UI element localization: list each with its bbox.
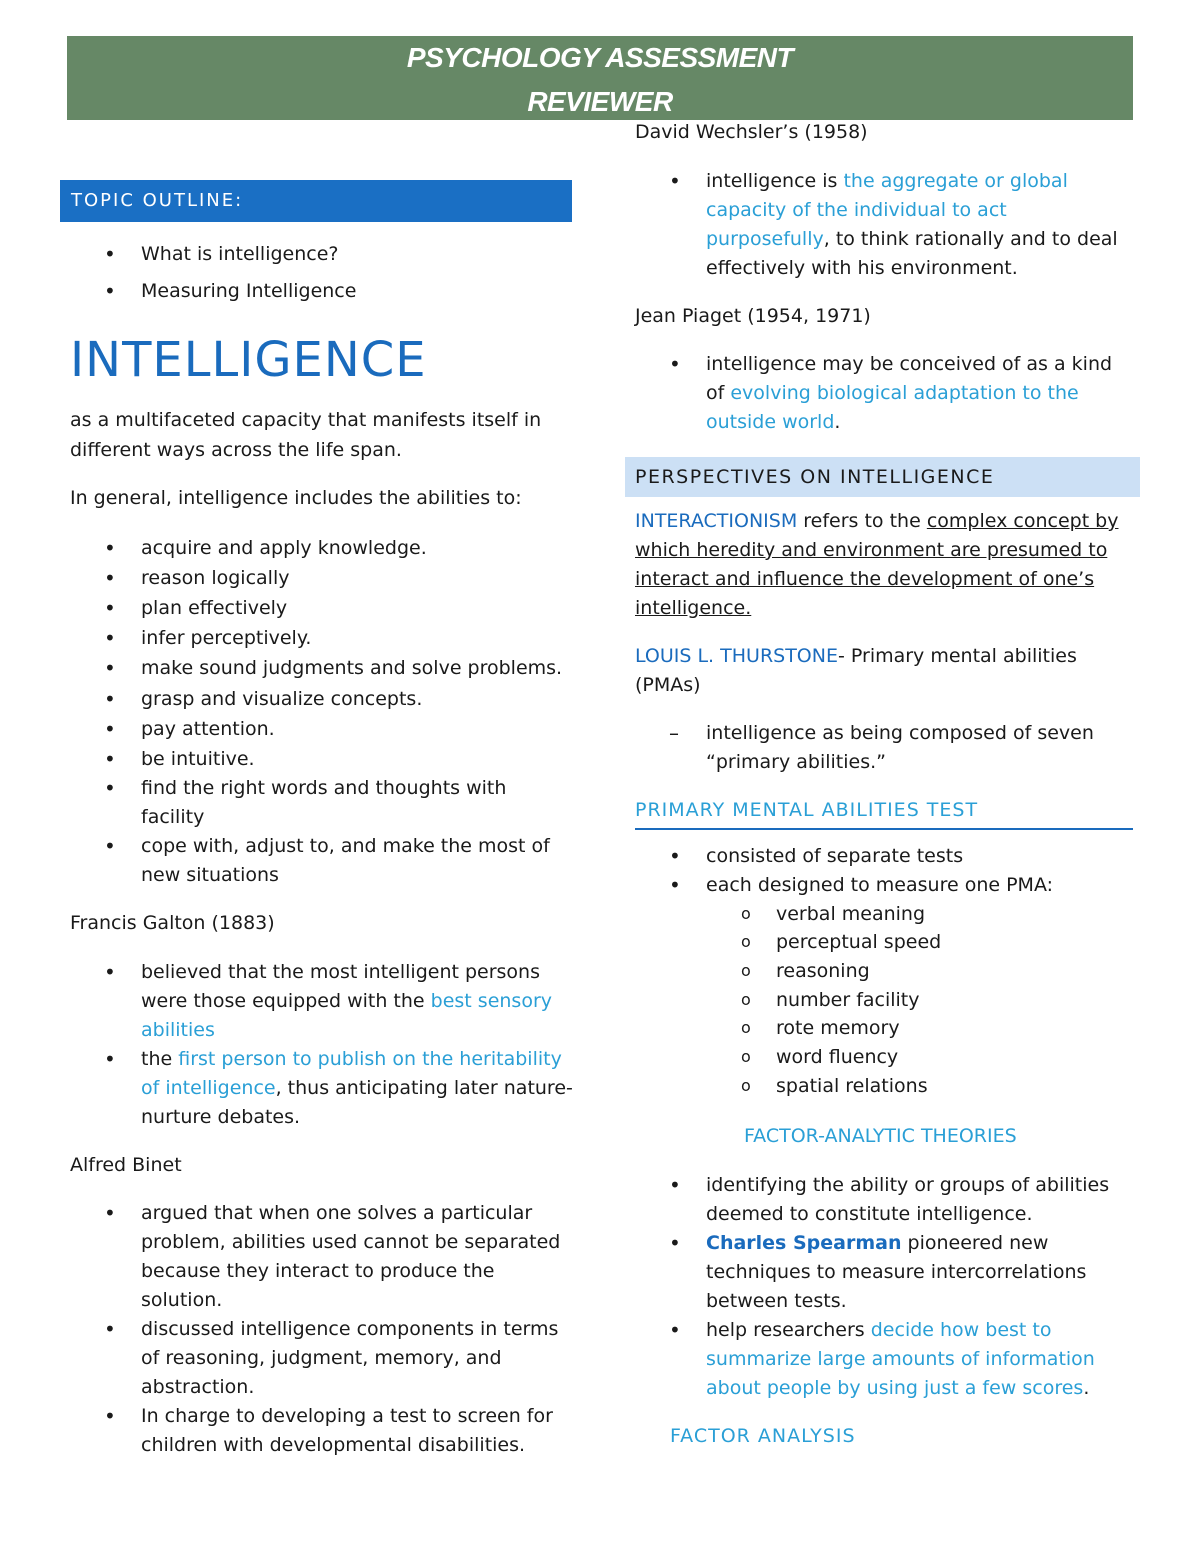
list-item: o spatial relations xyxy=(635,1072,1135,1101)
list-item: • argued that when one solves a particular problem, abilities used cannot be separated because they interact to produce the solution. xyxy=(70,1199,575,1315)
interactionism-term: INTERACTIONISM xyxy=(635,510,798,532)
list-item: o reasoning xyxy=(635,957,1135,986)
list-item: • pay attention. xyxy=(70,714,575,744)
piaget-list xyxy=(635,350,1135,437)
left-column xyxy=(70,180,575,1460)
binet-list xyxy=(70,1199,575,1460)
highlight-text: the aggregate or global capacity of the individual to act purposefully xyxy=(706,169,1068,250)
list-item: • make sound judgments and solve problems. xyxy=(70,653,575,683)
abilities-list xyxy=(70,533,575,891)
wechsler-list xyxy=(635,167,1135,283)
header-title-line1: PSYCHOLOGY ASSESSMENT xyxy=(406,42,794,73)
list-item: • be intuitive. xyxy=(70,744,575,774)
document-header xyxy=(67,36,1133,120)
piaget-name: Jean Piaget (1954, 1971) xyxy=(635,304,871,327)
perspectives-heading: PERSPECTIVES ON INTELLIGENCE xyxy=(625,457,1140,497)
thurstone-paragraph: LOUIS L. THURSTONE- Primary mental abilities (PMAs) xyxy=(635,645,1077,696)
list-item: • infer perceptively. xyxy=(70,623,575,653)
general-intro: In general, intelligence includes the abilities to: xyxy=(70,487,522,509)
list-item: • reason logically xyxy=(70,563,575,593)
pma-test-heading: PRIMARY MENTAL ABILITIES TEST xyxy=(635,796,1133,830)
list-item: • intelligence is the aggregate or global capacity of the individual to act purposefully, to think rationally and to deal effectively with his environment. xyxy=(635,167,1135,283)
highlight-text: best sensory abilities xyxy=(141,989,553,1041)
interactionism-paragraph: INTERACTIONISM refers to the complex concept by which heredity and environment are presumed to interact and influence the development of one’s intelligence. xyxy=(635,510,1119,619)
list-item: • Charles Spearman pioneered new techniques to measure intercorrelations between tests. xyxy=(635,1229,1135,1316)
list-item: • acquire and apply knowledge. xyxy=(70,533,575,563)
list-item: • help researchers decide how best to summarize large amounts of information about people by using just a few scores. xyxy=(635,1316,1135,1403)
list-item: • believed that the most intelligent persons were those equipped with the best sensory abilities xyxy=(70,958,575,1045)
highlight-text: evolving biological adaptation to the outside world xyxy=(706,382,1079,433)
thurstone-name: LOUIS L. THURSTONE xyxy=(635,645,838,667)
intelligence-definition: as a multifaceted capacity that manifests itself in different ways across the life span. xyxy=(70,409,542,461)
list-item: o number facility xyxy=(635,986,1135,1015)
list-item: • plan effectively xyxy=(70,593,575,623)
list-item: • grasp and visualize concepts. xyxy=(70,684,575,714)
topic-outline-heading: TOPIC OUTLINE: xyxy=(60,180,572,222)
list-item: • What is intelligence? xyxy=(70,236,575,273)
spearman-name: Charles Spearman xyxy=(706,1231,902,1254)
right-column xyxy=(635,118,1135,1451)
list-item: o verbal meaning xyxy=(635,900,1135,929)
list-item: • cope with, adjust to, and make the most of new situations xyxy=(70,832,575,890)
factor-analytic-list xyxy=(635,1171,1135,1403)
list-item: o rote memory xyxy=(635,1014,1135,1043)
pma-list xyxy=(635,842,1135,900)
list-item: – intelligence as being composed of seven “primary abilities.” xyxy=(635,719,1135,777)
section-title-intelligence: INTELLIGENCE xyxy=(70,332,427,388)
list-item: • find the right words and thoughts with facility xyxy=(70,774,575,832)
galton-list xyxy=(70,958,575,1132)
list-item: • In charge to developing a test to screen for children with developmental disabilities. xyxy=(70,1402,575,1460)
list-item: • each designed to measure one PMA: xyxy=(635,871,1135,900)
list-item: • intelligence may be conceived of as a kind of evolving biological adaptation to the outside world. xyxy=(635,350,1135,437)
list-item: • the first person to publish on the heritability of intelligence, thus anticipating later nature-nurture debates. xyxy=(70,1045,575,1132)
binet-name: Alfred Binet xyxy=(70,1153,182,1176)
outline-list xyxy=(70,236,575,310)
list-item: • Measuring Intelligence xyxy=(70,273,575,310)
list-item: • consisted of separate tests xyxy=(635,842,1135,871)
list-item: • identifying the ability or groups of abilities deemed to constitute intelligence. xyxy=(635,1171,1135,1229)
underlined-text: complex concept by which heredity and environment are presumed to interact and influence the development of one’s intelligence. xyxy=(635,510,1119,619)
factor-analysis-heading: FACTOR ANALYSIS xyxy=(670,1424,856,1447)
pma-sub-list xyxy=(635,900,1135,1101)
thurstone-list xyxy=(635,719,1135,777)
list-item: • discussed intelligence components in terms of reasoning, judgment, memory, and abstraction. xyxy=(70,1315,575,1402)
wechsler-name: David Wechsler’s (1958) xyxy=(635,121,868,143)
highlight-text: first person to publish on the heritability of intelligence xyxy=(141,1047,562,1099)
factor-analytic-heading: FACTOR-ANALYTIC THEORIES xyxy=(744,1125,1017,1148)
header-title-line2: REVIEWER xyxy=(527,86,673,117)
highlight-text: decide how best to summarize large amounts of information about people by using just a few scores xyxy=(706,1318,1095,1399)
list-item: o word fluency xyxy=(635,1043,1135,1072)
list-item: o perceptual speed xyxy=(635,928,1135,957)
galton-name: Francis Galton (1883) xyxy=(70,912,275,935)
